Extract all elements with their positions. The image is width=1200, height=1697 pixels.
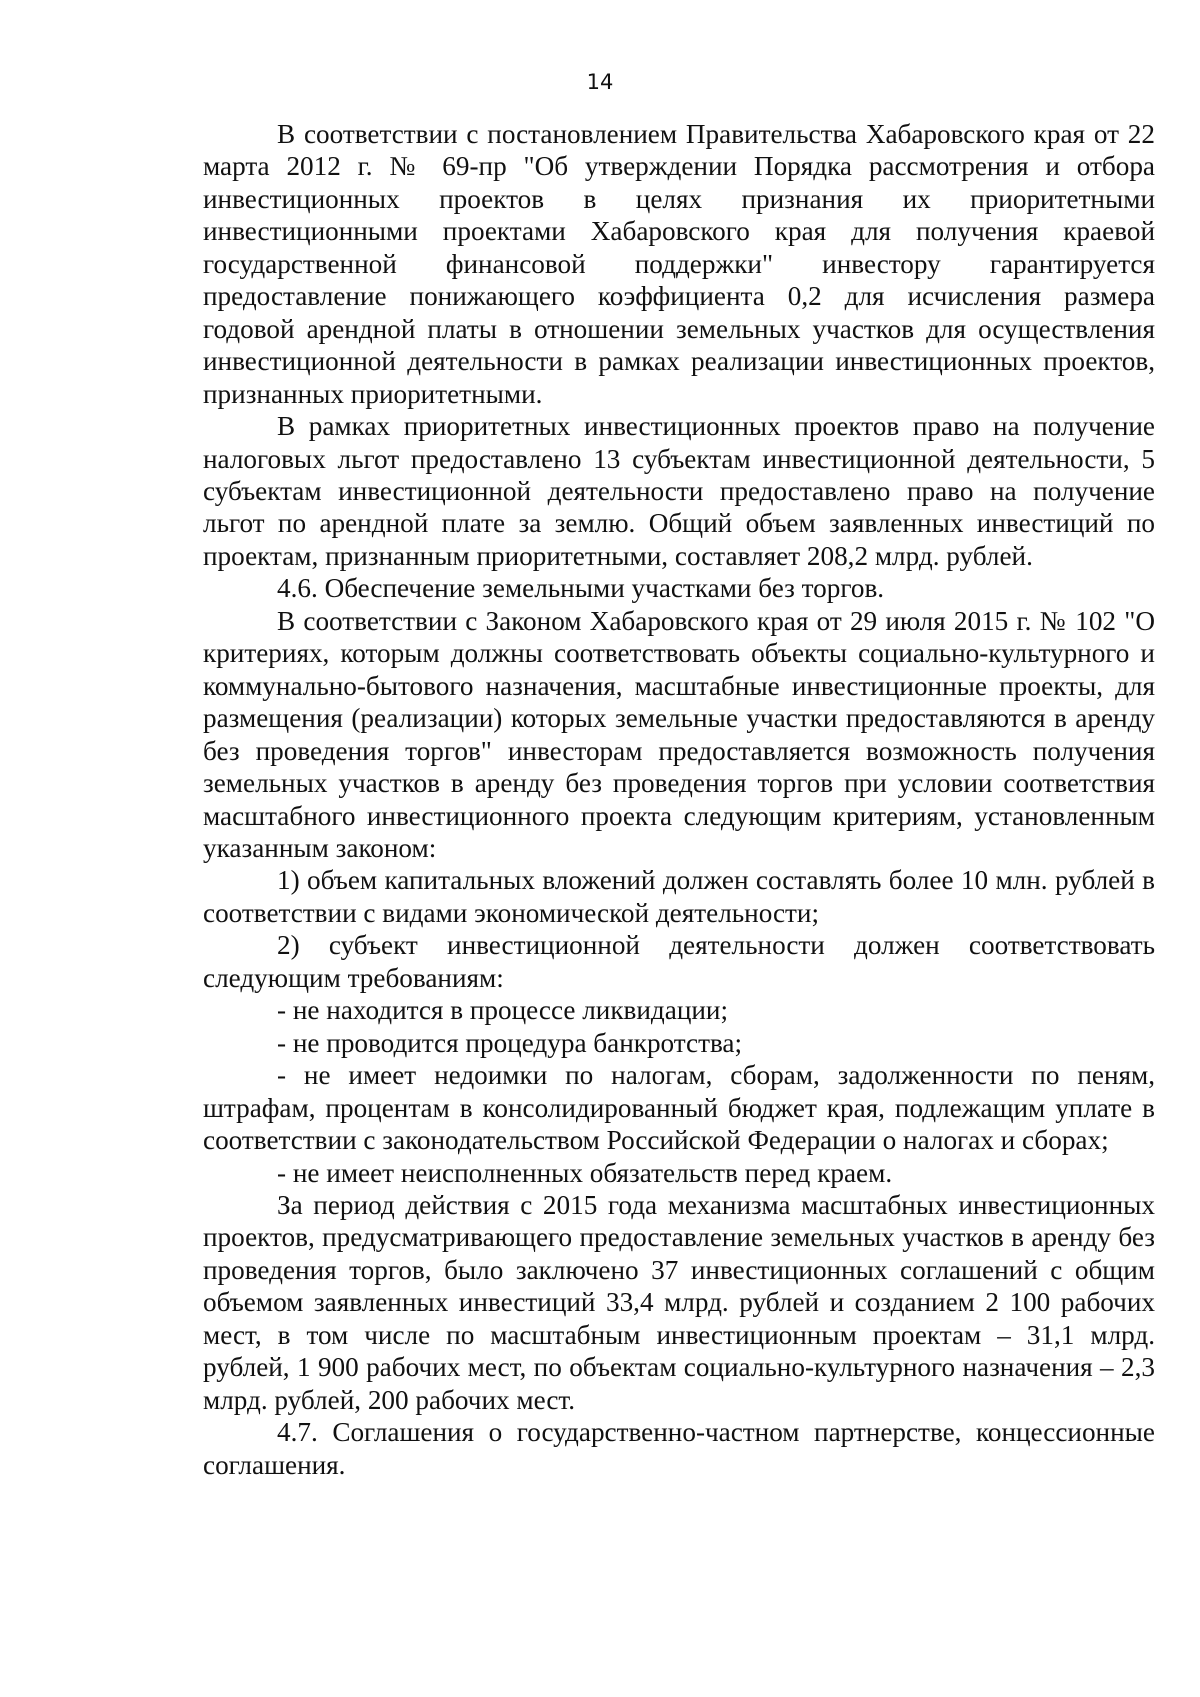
paragraph-agreements-summary: За период действия с 2015 года механизма масштабных инвестиционных проектов, предусматривающего предоставление земельных участков в аренду без проведения торгов, было заключено 37 инвестиционных соглашений с общим объемом заявленных инвестиций 33,4 млрд. рублей и созданием 2 100 рабочих мест, в том числе по масштабным инвестиционным проектам – 31,1 млрд. рублей, 1 900 рабочих мест, по объектам социально-культурного назначения – 2,3 млрд. рублей, 200 рабочих мест. <box>203 1189 1155 1415</box>
document-body <box>203 118 1155 1481</box>
page-number: 14 <box>586 70 614 94</box>
requirement-item: - не проводится процедура банкротства; <box>277 1027 743 1058</box>
requirement-item: - не находится в процессе ликвидации; <box>277 995 729 1026</box>
paragraph-priority-projects-benefits: В рамках приоритетных инвестиционных проектов право на получение налоговых льгот предоставлено 13 субъектам инвестиционной деятельности, 5 субъектам инвестиционной деятельности предоставлено право на получение льгот по арендной плате за землю. Общий объем заявленных инвестиций по проектам, признанным приоритетными, составляет 208,2 млрд. рублей. <box>203 411 1155 571</box>
paragraph-government-resolution: В соответствии с постановлением Правительства Хабаровского края от 22 марта 2012 г. № 69-пр "Об утверждении Порядка рассмотрения и отбора инвестиционных проектов в целях признания их приоритетными инвестиционными проектами Хабаровского края для получения краевой государственной финансовой поддержки" инвестору гарантируется предоставление понижающего коэффициента 0,2 для исчисления размера годовой арендной платы в отношении земельных участков для осуществления инвестиционной деятельности в рамках реализации инвестиционных проектов, признанных приоритетными. <box>203 119 1155 409</box>
criterion-2: 2) субъект инвестиционной деятельности должен соответствовать следующим требованиям: <box>203 930 1155 993</box>
requirement-item: - не имеет неисполненных обязательств перед краем. <box>277 1157 893 1188</box>
section-heading-4-6: 4.6. Обеспечение земельными участками без торгов. <box>277 573 885 604</box>
requirement-item: - не имеет недоимки по налогам, сборам, задолженности по пеням, штрафам, процентам в консолидированный бюджет края, подлежащим уплате в соответствии с законодательством Российской Федерации о налогах и сборах; <box>203 1060 1155 1156</box>
paragraph-regional-law: В соответствии с Законом Хабаровского края от 29 июля 2015 г. № 102 "О критериях, которым должны соответствовать объекты социально-культурного и коммунально-бытового назначения, масштабные инвестиционные проекты, для размещения (реализации) которых земельные участки предоставляются в аренду без проведения торгов" инвесторам предоставляется возможность получения земельных участков в аренду без проведения торгов при условии соответствия масштабного инвестиционного проекта следующим критериям, установленным указанным законом: <box>203 605 1155 863</box>
section-heading-4-7: 4.7. Соглашения о государственно-частном партнерстве, концессионные соглашения. <box>203 1417 1155 1480</box>
criterion-1: 1) объем капитальных вложений должен составлять более 10 млн. рублей в соответствии с видами экономической деятельности; <box>203 865 1155 928</box>
